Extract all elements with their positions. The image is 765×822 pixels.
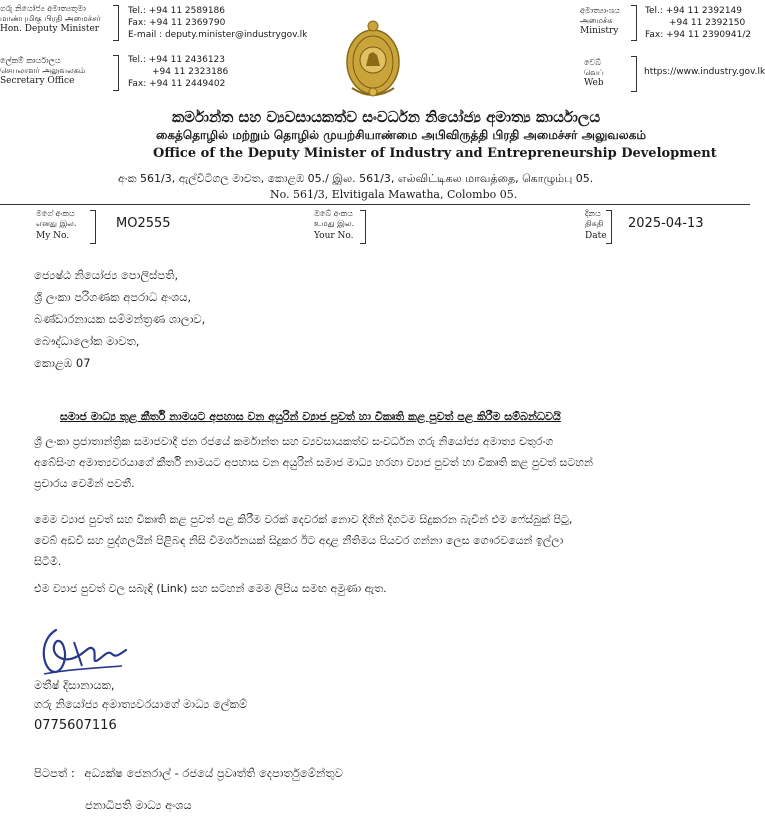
copies-line-1 — [34, 762, 343, 784]
label-ta: திகதி — [585, 219, 604, 228]
signatory-phone: 0775607116 — [34, 718, 117, 733]
recipient-line: බණ්ඩාරනායක සම්මන්ත්‍රණ ශාලාව, — [34, 312, 206, 326]
label-ta: செயலாளர் அலுவலகம் — [0, 66, 86, 75]
label-en: Hon. Deputy Minister — [0, 24, 100, 34]
national-emblem-icon — [342, 18, 404, 102]
secretary-office-labels — [0, 56, 118, 86]
label-ta: உமது இல. — [314, 219, 355, 228]
date-label — [585, 209, 607, 241]
bracket — [360, 210, 366, 244]
address-local: අංක 561/3, ඇල්විටිගල මාවත, කොළඹ 05./ இல. 561/3, எல்விட்டிகல மாவத்தை, கொழும்பு 05. — [118, 172, 594, 185]
paragraph-line: අබේසිංහ අමාත්‍යවරයාගේ කීර්ති නාමයට අපහාස වන අයුරින් සමාජ මාධ්‍ය හරහා ව්‍යාජ පුවත් හා විකෘති කළ පුවත් සටහන් — [34, 456, 593, 469]
bracket — [606, 210, 612, 244]
label-en: Secretary Office — [0, 76, 75, 86]
recipient-line: බෞද්ධාලෝක මාවත, — [34, 334, 140, 348]
contact-fax: Fax: +94 11 2449402 — [128, 79, 226, 89]
contact-fax: Fax: +94 11 2369790 — [128, 18, 226, 28]
bracket — [113, 5, 119, 41]
contact-tel: Tel.: +94 11 2589186 — [128, 6, 226, 16]
deputy-minister-labels — [0, 4, 118, 34]
paragraph-line: ශ්‍රී ලංකා ප්‍රජාතාන්ත්‍රික සමාජවාදී ජන රජයේ කර්මාන්ත සහ ව්‍යවසායකත්ව සංවර්ධන ගරු නියෝජ්‍ය අමාත්‍ය චතුරංග — [34, 435, 554, 448]
copies-label: පිටපත් : — [34, 766, 75, 780]
paragraph-line: ප්‍රචාරය වෙමින් පවතී. — [34, 477, 135, 490]
contact-tel-2: +94 11 2323186 — [152, 67, 229, 77]
address-english: No. 561/3, Elvitigala Mawatha, Colombo 05. — [270, 188, 518, 201]
paragraph-2 — [34, 509, 744, 572]
bracket — [631, 56, 637, 92]
contact-email: E-mail : deputy.minister@industrygov.lk — [128, 30, 308, 40]
handwritten-signature — [34, 620, 134, 678]
bracket — [90, 210, 96, 244]
paragraph-line: සිටිමි. — [34, 555, 62, 568]
letter-subject: සමාජ මාධ්‍ය තුළ කීර්ති නාමයට අපහාස වන අයුරින් ව්‍යාජ පුවත් හා විකෘති කළ පුවත් පළ කිරීම සම්බන්ධවයි — [60, 410, 561, 423]
web-url[interactable]: https://www.industry.gov.lk — [644, 67, 765, 77]
web-labels — [584, 58, 634, 88]
recipient-line: ජ්‍යෙෂ්ඨ නියෝජ්‍ය පොලිස්පති, — [34, 268, 179, 282]
contact-tel-2: +94 11 2392150 — [669, 18, 746, 28]
label-ta: அமைச்சு — [580, 16, 613, 25]
contact-fax: Fax: +94 11 2390941/2 — [645, 30, 752, 40]
paragraph-line: මෙම ව්‍යාජ පුවත් සහ විකෘති කළ පුවත් පළ කිරීම වරක් දෙවරක් නොව දිගින් දිගටම සිදුකරන බැවින් එම ෆේස්බුක් පිටු, — [34, 513, 573, 526]
bracket — [631, 5, 637, 41]
your-no-label — [314, 209, 354, 241]
paragraph-line: වෙබ් අඩවි සහ පුද්ගලයින් පිළිබඳ නිසි විමර්ශනයක් සිදුකර ඊට අදාළ නීතිමය පියවර ගන්නා ලෙස ගෞරවයෙන් ඉල්ලා — [34, 534, 564, 547]
recipient-line: කොළඹ 07 — [34, 356, 91, 370]
signatory-title: ගරු නියෝජ්‍ය අමාත්‍යවරයාගේ මාධ්‍ය ලේකම් — [34, 697, 248, 711]
label-en: My No. — [36, 231, 70, 241]
secretary-office-contacts — [128, 54, 228, 90]
deputy-minister-contacts — [128, 5, 307, 41]
contact-tel: Tel.: +94 11 2436123 — [128, 55, 226, 65]
label-en: Date — [585, 231, 607, 241]
website-link[interactable] — [644, 66, 765, 78]
label-en: Web — [584, 78, 604, 88]
copies-line-2: ජනාධිපති මාධ්‍ය අංශය — [85, 798, 192, 812]
my-no-value: MO2555 — [116, 216, 171, 231]
label-si: ලේකම් කාර්යාලය — [0, 56, 61, 65]
office-title-sinhala: කර්මාන්ත සහ ව්‍යවසායකත්ව සංවර්ධන නියෝජ්‍ය අමාත්‍ය කාර්යාලය — [172, 108, 601, 126]
label-ta: மாண்புமிகு பிரதி அமைச்சர் — [0, 14, 101, 23]
label-si: මගේ අංකය — [36, 209, 75, 218]
label-si: වෙබ් — [584, 58, 601, 67]
label-si: අමාත්‍යාංශය — [580, 6, 620, 15]
signatory-block — [34, 676, 434, 735]
label-ta: வெப் — [584, 68, 604, 77]
label-si: ඔබේ අංකය — [314, 209, 353, 218]
recipient-line: ශ්‍රී ලංකා පරිගණක අපරාධ අංශය, — [34, 290, 192, 304]
ministry-contacts — [645, 5, 751, 41]
paragraph-line: එම ව්‍යාජ පුවත් වල සබැඳි (Link) සහ සටහන් මෙම ලිපිය සමඟ අමුණා ඇත. — [34, 582, 387, 595]
date-value: 2025-04-13 — [628, 216, 704, 231]
office-title-english: Office of the Deputy Minister of Industry and Entrepreneurship Development — [153, 146, 717, 161]
my-no-label — [36, 209, 76, 241]
label-si: දිනය — [585, 209, 601, 218]
contact-tel: Tel.: +94 11 2392149 — [645, 6, 743, 16]
header-divider — [0, 204, 750, 205]
signatory-name: මතීෂ් දිසානායක, — [34, 678, 115, 692]
label-en: Ministry — [580, 26, 619, 36]
copies-recipient: අධ්‍යක්ෂ ජෙනරාල් - රජයේ ප්‍රවෘත්ති දෙපාර්තුමේන්තුව — [84, 766, 343, 780]
recipient-address — [34, 264, 534, 374]
bracket — [113, 55, 119, 91]
label-en: Your No. — [314, 231, 354, 241]
label-ta: எனது இல. — [36, 219, 77, 228]
office-title-tamil: கைத்தொழில் மற்றும் தொழில் முயற்சியாண்மை அபிவிருத்தி பிரதி அமைச்சர் அலுவலகம் — [156, 128, 647, 142]
label-si: ගරු නියෝජ්‍ය අමාත්‍යතුමා — [0, 4, 86, 13]
paragraph-1 — [34, 431, 744, 494]
paragraph-3 — [34, 578, 744, 599]
